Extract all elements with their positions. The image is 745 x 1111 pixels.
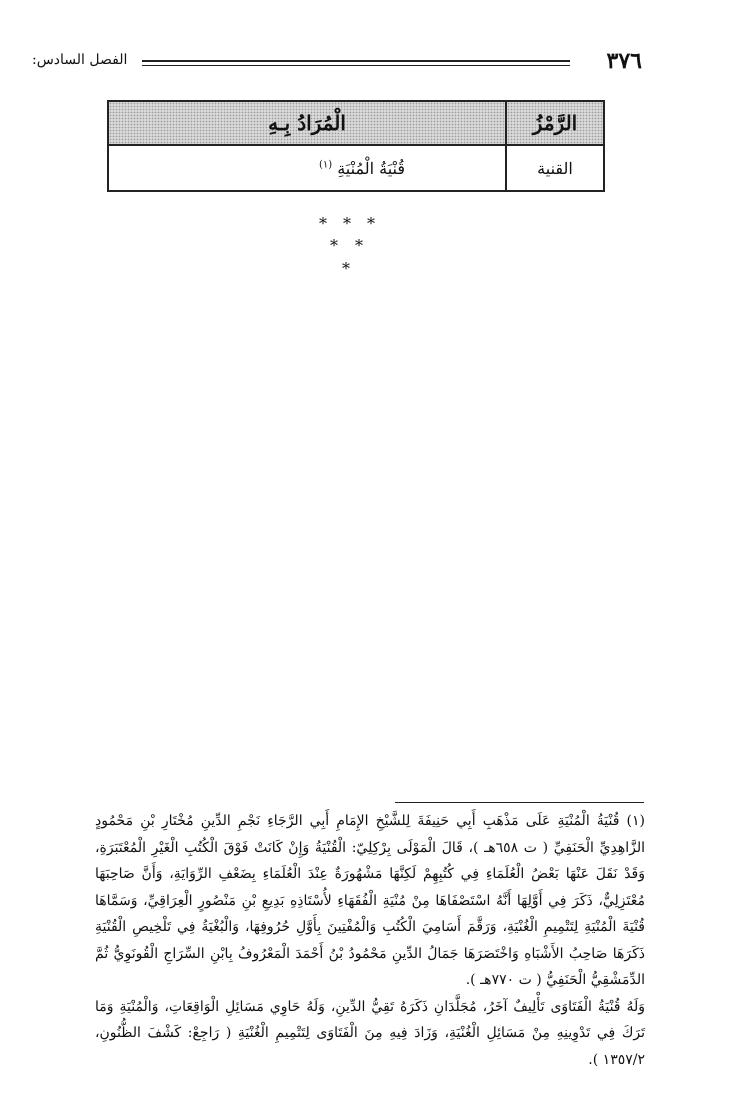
page-number: ٣٧٦ <box>606 48 642 74</box>
header-rule-thin <box>142 65 570 66</box>
ornament-asterisk: * <box>319 214 327 233</box>
footnote <box>95 808 645 1073</box>
ornament-asterisk: * <box>355 236 363 255</box>
asterisk-ornament <box>300 208 400 278</box>
table-header-row <box>108 101 604 145</box>
ornament-asterisk: * <box>343 214 351 233</box>
header-symbol: الرَّمْزُ <box>506 101 604 145</box>
footnote-reference: (١) <box>318 159 333 171</box>
ornament-asterisk: * <box>367 214 375 233</box>
row-symbol: القنية <box>506 145 604 191</box>
header-meaning: الْمُرَادُ بِـهِ <box>108 101 506 145</box>
chapter-title: الفصل السادس: <box>32 52 128 68</box>
ornament-asterisk: * <box>330 236 338 255</box>
footnote-paragraph: وَلَهُ قُنْيَةُ الْفَتَاوَى تَأْلِيفٌ آخَرُ، مُجَلَّدَانِ ذَكَرَهُ تَقِيُّ الدِّينِ، وَلَهُ حَاوِي مَسَائِلِ الْوَاقِعَاتِ، وَالْمُنْيَةِ وَمَا تَرَكَ فِي تَدْوِينِهِ مِنْ مَسَائِلِ الْغُنْيَةِ، وَزَادَ فِيهِ مِنَ الْفَتَاوَى لِتَتْمِيمِ الْغُنْيَةِ ( رَاجِعْ: كَشْفَ الظُّنُونِ، ١٣٥٧/٢ ). <box>95 998 645 1068</box>
row-meaning <box>108 145 506 191</box>
footnote-paragraph: (١) قُنْيَةُ الْمُنْيَةِ عَلَى مَذْهَبِ أَبِي حَنِيفَةَ لِلشَّيْخِ الإِمَامِ أَبِي الرَّجَاءِ نَجْمِ الدِّينِ مُخْتَارِ بْنِ مَحْمُودٍ الزَّاهِدِيِّ الْحَنَفِيِّ ( ت ٦٥٨هـ )، قَالَ الْمَوْلَى بِرْكِلِيّ: الْقُنْيَةُ وَإِنْ كَانَتْ فَوْقَ الْكُتُبِ الْغَيْرِ الْمُعْتَبَرَةِ، وَقَدْ نَقَلَ عَنْهَا بَعْضُ الْعُلَمَاءِ فِي كُتُبِهِمْ لَكِنَّهَا مَشْهُورَةٌ عِنْدَ الْعُلَمَاءِ بِضَعْفِ الرِّوَايَةِ، وَأَنَّ صَاحِبَهَا مُعْتَزِلِيٌّ، ذَكَرَ فِي أَوَّلِهَا أَنَّهُ اسْتَصْفَاهَا مِنْ مُنْيَةِ الْفُقَهَاءِ لأُسْتَاذِهِ بَدِيعِ بْنِ مَنْصُورٍ الْعِرَاقِيِّ، وَسَمَّاهَا قُنْيَةَ الْمُنْيَةِ لِتَتْمِيمِ الْغُنْيَةِ، وَرَقَّمَ أَسَامِيَ الْكُتُبِ وَالْمُفْتِينَ بِأَوَّلِ حُرُوفِهَا، وَالْبُغْيَةُ فِي تَلْخِيصِ الْقُنْيَةِ ذَكَرَهَا صَاحِبُ الأَشْبَاهِ وَاخْتَصَرَهَا جَمَالُ الدِّينِ مَحْمُودُ بْنُ أَحْمَدَ الْمَعْرُوفُ بِابْنِ السِّرَاجِ الْقُونَوِيُّ ثُمَّ الدِّمَشْقِيُّ الْحَنَفِيُّ ( ت ٧٧٠هـ ). <box>95 813 645 988</box>
footnote-separator <box>395 802 644 803</box>
table-row <box>108 145 604 191</box>
header-rule-thick <box>142 60 570 62</box>
ornament-asterisk: * <box>342 259 350 278</box>
abbreviation-table <box>107 100 605 192</box>
row-meaning-text: قُنْيَةُ الْمُنْيَةِ <box>337 158 405 178</box>
running-header <box>32 50 642 76</box>
